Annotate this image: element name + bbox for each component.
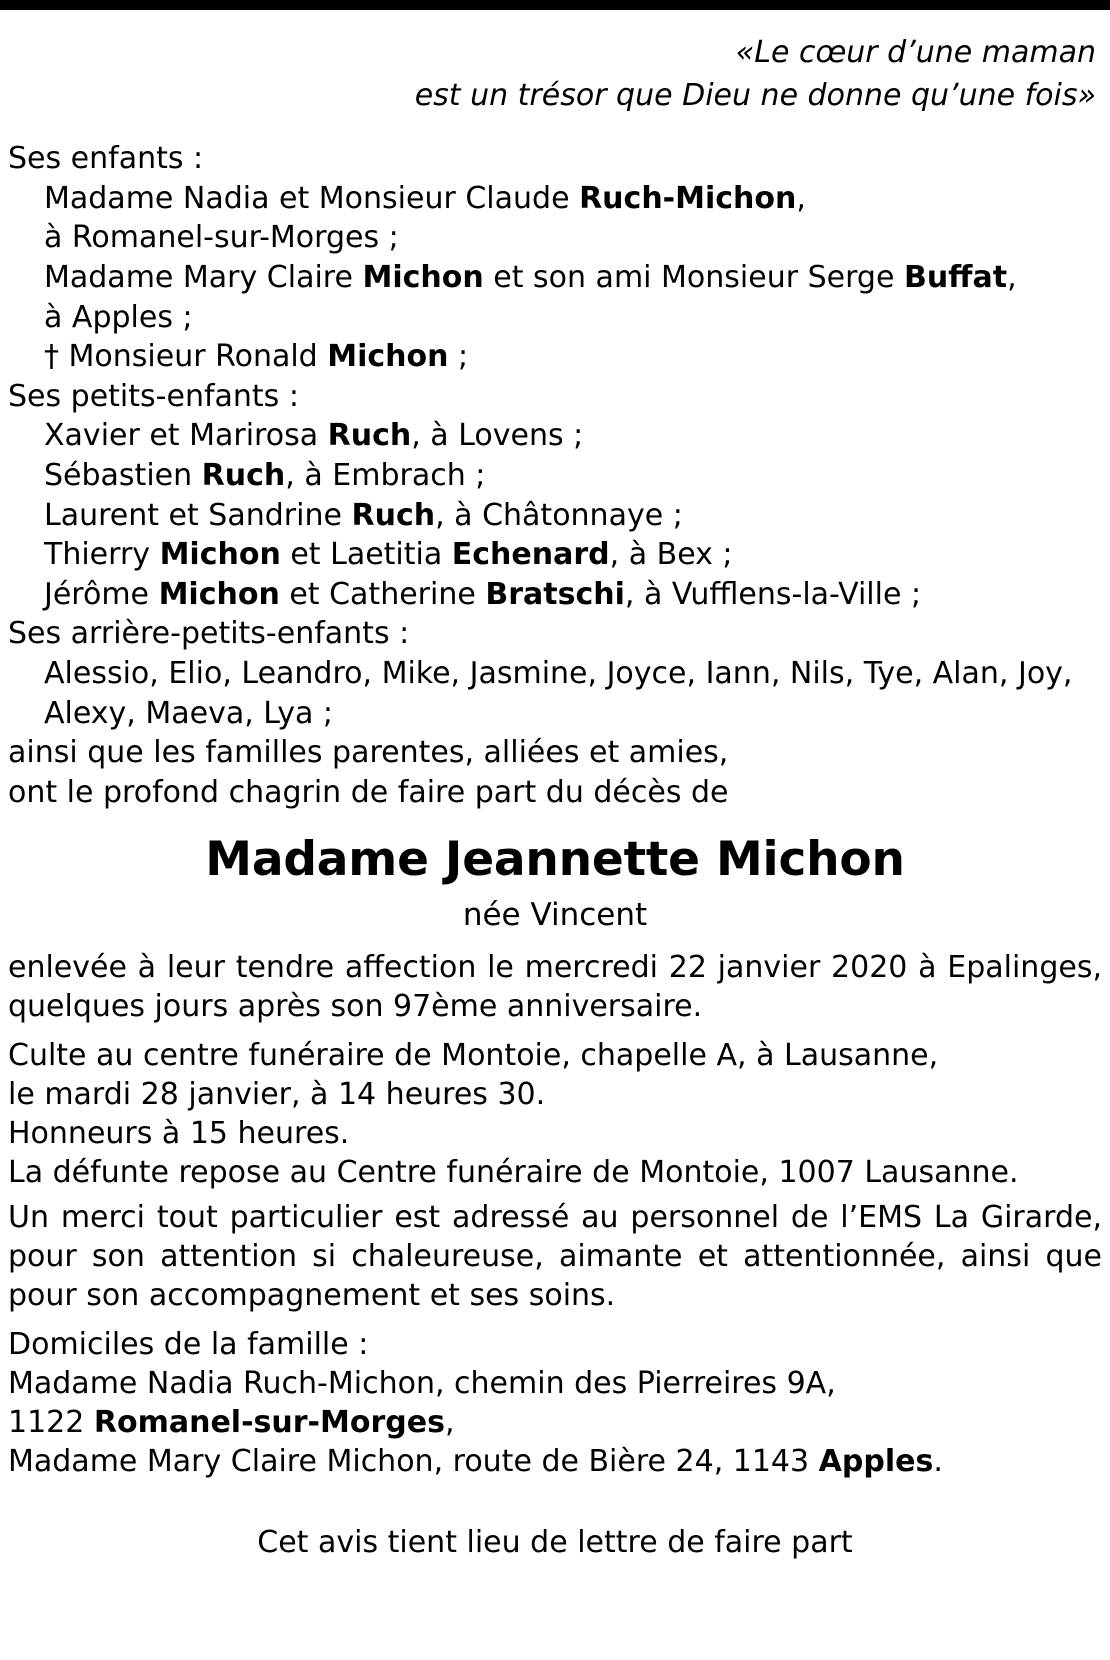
grandchild-2-surname: Ruch bbox=[201, 457, 286, 493]
grandchild-4 bbox=[8, 535, 1102, 575]
grandchild-5-pre: Jérôme bbox=[44, 576, 159, 612]
relatives-line: ainsi que les familles parentes, alliées et amies, bbox=[8, 735, 729, 771]
grandchild-3-post: , à Châtonnaye ; bbox=[435, 497, 683, 533]
child-2-post: , bbox=[1007, 259, 1017, 295]
grandchild-2-pre: Sébastien bbox=[44, 457, 202, 493]
child-3 bbox=[8, 337, 1102, 377]
child-2-pre: Madame Mary Claire bbox=[44, 259, 363, 295]
quote-line-2: est un trésor que Dieu ne donne qu’une fois» bbox=[414, 77, 1096, 113]
repose-line: La défunte repose au Centre funéraire de Montoie, 1007 Lausanne. bbox=[8, 1154, 1019, 1190]
grandchild-1-pre: Xavier et Marirosa bbox=[44, 418, 328, 454]
grandchild-1 bbox=[8, 416, 1102, 456]
grandchild-4-surname-2: Echenard bbox=[451, 537, 610, 573]
grandchild-4-mid: et Laetitia bbox=[280, 537, 452, 573]
thanks-paragraph: Un merci tout particulier est adressé au personnel de l’EMS La Girarde, pour son attention si chaleureuse, aimante et attentionnée, ainsi que pour son accompagnement et ses soins. bbox=[8, 1199, 1102, 1313]
deceased-name: Madame Jeannette Michon bbox=[205, 832, 905, 888]
child-2-surname: Michon bbox=[362, 259, 484, 295]
child-2 bbox=[8, 258, 1102, 298]
grandchild-4-post: , à Bex ; bbox=[609, 537, 733, 573]
grandchild-5 bbox=[8, 575, 1102, 615]
grandchild-3-pre: Laurent et Sandrine bbox=[44, 497, 352, 533]
grandchild-5-mid: et Catherine bbox=[279, 576, 486, 612]
address-line-3-town: Apples bbox=[818, 1443, 934, 1479]
child-1-post: , bbox=[796, 180, 806, 216]
grandchild-5-surname-2: Bratschi bbox=[485, 576, 625, 612]
address-line-3 bbox=[8, 1442, 1102, 1481]
child-1 bbox=[8, 179, 1102, 219]
announcement-line: ont le profond chagrin de faire part du décès de bbox=[8, 774, 729, 810]
addresses-heading: Domiciles de la famille : bbox=[8, 1326, 369, 1362]
grandchild-3-surname: Ruch bbox=[351, 497, 436, 533]
child-2-address: à Apples ; bbox=[44, 299, 193, 335]
great-grandchildren-line-1: Alessio, Elio, Leandro, Mike, Jasmine, Joyce, Iann, Nils, Tye, Alan, Joy, bbox=[44, 655, 1073, 691]
honours-line: Honneurs à 15 heures. bbox=[8, 1115, 350, 1151]
grandchild-5-post: , à Vufflens-la-Ville ; bbox=[624, 576, 922, 612]
quote-line-1: «Le cœur d’une maman bbox=[735, 35, 1096, 70]
child-2-surname-2: Buffat bbox=[903, 259, 1008, 295]
great-grandchildren-line-2: Alexy, Maeva, Lya ; bbox=[44, 695, 334, 731]
child-1-surname: Ruch-Michon bbox=[579, 180, 797, 216]
grandchild-4-surname: Michon bbox=[159, 537, 281, 573]
children-heading: Ses enfants : bbox=[8, 141, 204, 177]
address-line-2-pre: 1122 bbox=[8, 1404, 94, 1440]
address-line-2-post: , bbox=[444, 1404, 455, 1440]
child-1-pre: Madame Nadia et Monsieur Claude bbox=[44, 180, 580, 216]
family-block bbox=[8, 139, 1102, 812]
grandchildren-heading: Ses petits-enfants : bbox=[8, 378, 299, 414]
grandchild-3 bbox=[8, 496, 1102, 536]
address-line-1: Madame Nadia Ruch-Michon, chemin des Pierreires 9A, bbox=[8, 1365, 836, 1401]
grandchild-2 bbox=[8, 456, 1102, 496]
address-line-3-pre: Madame Mary Claire Michon, route de Bière 24, 1143 bbox=[8, 1443, 819, 1479]
grandchild-1-post: , à Lovens ; bbox=[411, 418, 584, 454]
notice-content bbox=[0, 32, 1110, 1562]
service-line-1: Culte au centre funéraire de Montoie, chapelle A, à Lausanne, bbox=[8, 1037, 939, 1073]
great-grandchildren-heading: Ses arrière-petits-enfants : bbox=[8, 616, 410, 652]
footer-note: Cet avis tient lieu de lettre de faire part bbox=[257, 1524, 853, 1560]
passing-paragraph: enlevée à leur tendre affection le mercredi 22 janvier 2020 à Epalinges, quelques jours après son 97ème anniversaire. bbox=[8, 949, 1102, 1024]
service-line-2: le mardi 28 janvier, à 14 heures 30. bbox=[8, 1076, 546, 1112]
epitaph-quote bbox=[8, 32, 1102, 117]
grandchild-2-post: , à Embrach ; bbox=[285, 457, 486, 493]
grandchild-1-surname: Ruch bbox=[327, 418, 412, 454]
grandchild-4-pre: Thierry bbox=[44, 537, 160, 573]
child-3-post: ; bbox=[448, 339, 469, 375]
grandchild-5-surname: Michon bbox=[158, 576, 280, 612]
deceased-maiden-name: née Vincent bbox=[462, 896, 648, 933]
child-2-mid: et son ami Monsieur Serge bbox=[483, 259, 904, 295]
address-line-2 bbox=[8, 1403, 1102, 1442]
notice-body bbox=[8, 948, 1102, 1481]
address-line-3-post: . bbox=[933, 1443, 943, 1479]
child-1-address: à Romanel-sur-Morges ; bbox=[44, 220, 399, 256]
child-3-pre: † Monsieur Ronald bbox=[44, 339, 328, 375]
child-3-surname: Michon bbox=[327, 339, 449, 375]
service-paragraph bbox=[8, 1036, 1102, 1192]
top-rule bbox=[0, 0, 1110, 10]
addresses-block bbox=[8, 1325, 1102, 1481]
address-line-2-town: Romanel-sur-Morges bbox=[93, 1404, 445, 1440]
